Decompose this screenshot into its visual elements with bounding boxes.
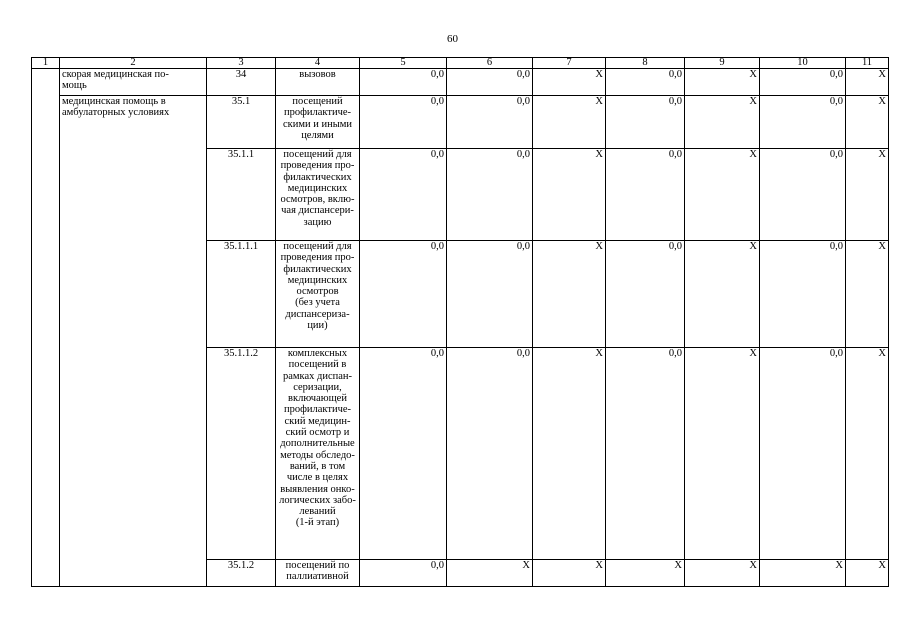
value-cell: 0,0 [360,348,447,560]
header-cell: 3 [207,58,276,69]
section-label [60,96,207,587]
section-label [60,69,207,96]
value-cell: X [846,560,889,587]
value-cell: X [846,241,889,348]
header-cell: 9 [685,58,760,69]
unit-cell [276,69,360,96]
value-cell: X [846,69,889,96]
value-cell: X [685,149,760,241]
page-number: 60 [447,33,458,45]
value-cell: 0,0 [360,241,447,348]
code-cell: 35.1.1 [207,149,276,241]
value-cell: 0,0 [760,149,846,241]
unit-text: посещений для проведения про- филактических медицинских осмотров (без учета диспансериза- ции) [280,241,355,332]
value-cell: 0,0 [606,149,685,241]
value-cell: X [685,560,760,587]
value-cell: X [447,560,533,587]
unit-text: посещений профилактиче- скими и иными целями [282,96,353,141]
unit-cell [276,241,360,348]
header-cell: 8 [606,58,685,69]
value-cell: 0,0 [606,348,685,560]
value-cell: 0,0 [447,241,533,348]
unit-cell [276,149,360,241]
section-label-text: скорая медицинская по- мощь [62,69,169,92]
value-cell: 0,0 [447,69,533,96]
value-cell: 0,0 [447,149,533,241]
value-cell: X [533,96,606,149]
section-label-text: медицинская помощь в амбулаторных условиях [62,96,170,119]
header-cell: 11 [846,58,889,69]
value-cell: 0,0 [606,69,685,96]
unit-text: вызовов [299,69,336,80]
unit-cell [276,560,360,587]
value-cell: X [685,241,760,348]
header-row [32,58,889,69]
table-row [32,69,889,96]
header-cell: 4 [276,58,360,69]
value-cell: 0,0 [360,560,447,587]
header-cell: 5 [360,58,447,69]
value-cell: 0,0 [360,69,447,96]
value-cell: X [533,560,606,587]
value-cell: X [685,348,760,560]
code-cell: 35.1.1.1 [207,241,276,348]
value-cell: 0,0 [606,96,685,149]
code-cell: 35.1.1.2 [207,348,276,560]
unit-cell [276,348,360,560]
value-cell: X [533,241,606,348]
header-cell: 7 [533,58,606,69]
value-cell: 0,0 [760,96,846,149]
value-cell: 0,0 [447,348,533,560]
header-cell: 10 [760,58,846,69]
col1-cell [32,69,60,587]
value-cell: X [846,149,889,241]
header-cell: 6 [447,58,533,69]
value-cell: X [533,348,606,560]
value-cell: 0,0 [760,69,846,96]
value-cell: X [760,560,846,587]
value-cell: 0,0 [360,149,447,241]
value-cell: X [533,149,606,241]
value-cell: X [606,560,685,587]
unit-cell [276,96,360,149]
value-cell: X [685,69,760,96]
unit-text: посещений для проведения про- филактических медицинских осмотров, вклю- чая диспансери- зацию [280,149,355,228]
value-cell: X [846,348,889,560]
code-cell: 35.1 [207,96,276,149]
table-row [32,96,889,149]
header-cell: 1 [32,58,60,69]
value-cell: 0,0 [447,96,533,149]
unit-text: комплексных посещений в рамках диспан- серизации, включающей профилактиче- ский медицин- ский осмотр и дополнительные методы обследо- ваний, в том числе в целях выявления онко- логических забо- леваний (1-й этап) [279,348,356,529]
header-cell: 2 [60,58,207,69]
value-cell: X [533,69,606,96]
unit-text: посещений по паллиативной [285,560,350,583]
value-cell: 0,0 [606,241,685,348]
value-cell: X [846,96,889,149]
value-cell: 0,0 [760,241,846,348]
value-cell: 0,0 [760,348,846,560]
code-cell: 35.1.2 [207,560,276,587]
value-cell: 0,0 [360,96,447,149]
code-cell: 34 [207,69,276,96]
data-table [31,57,889,587]
value-cell: X [685,96,760,149]
